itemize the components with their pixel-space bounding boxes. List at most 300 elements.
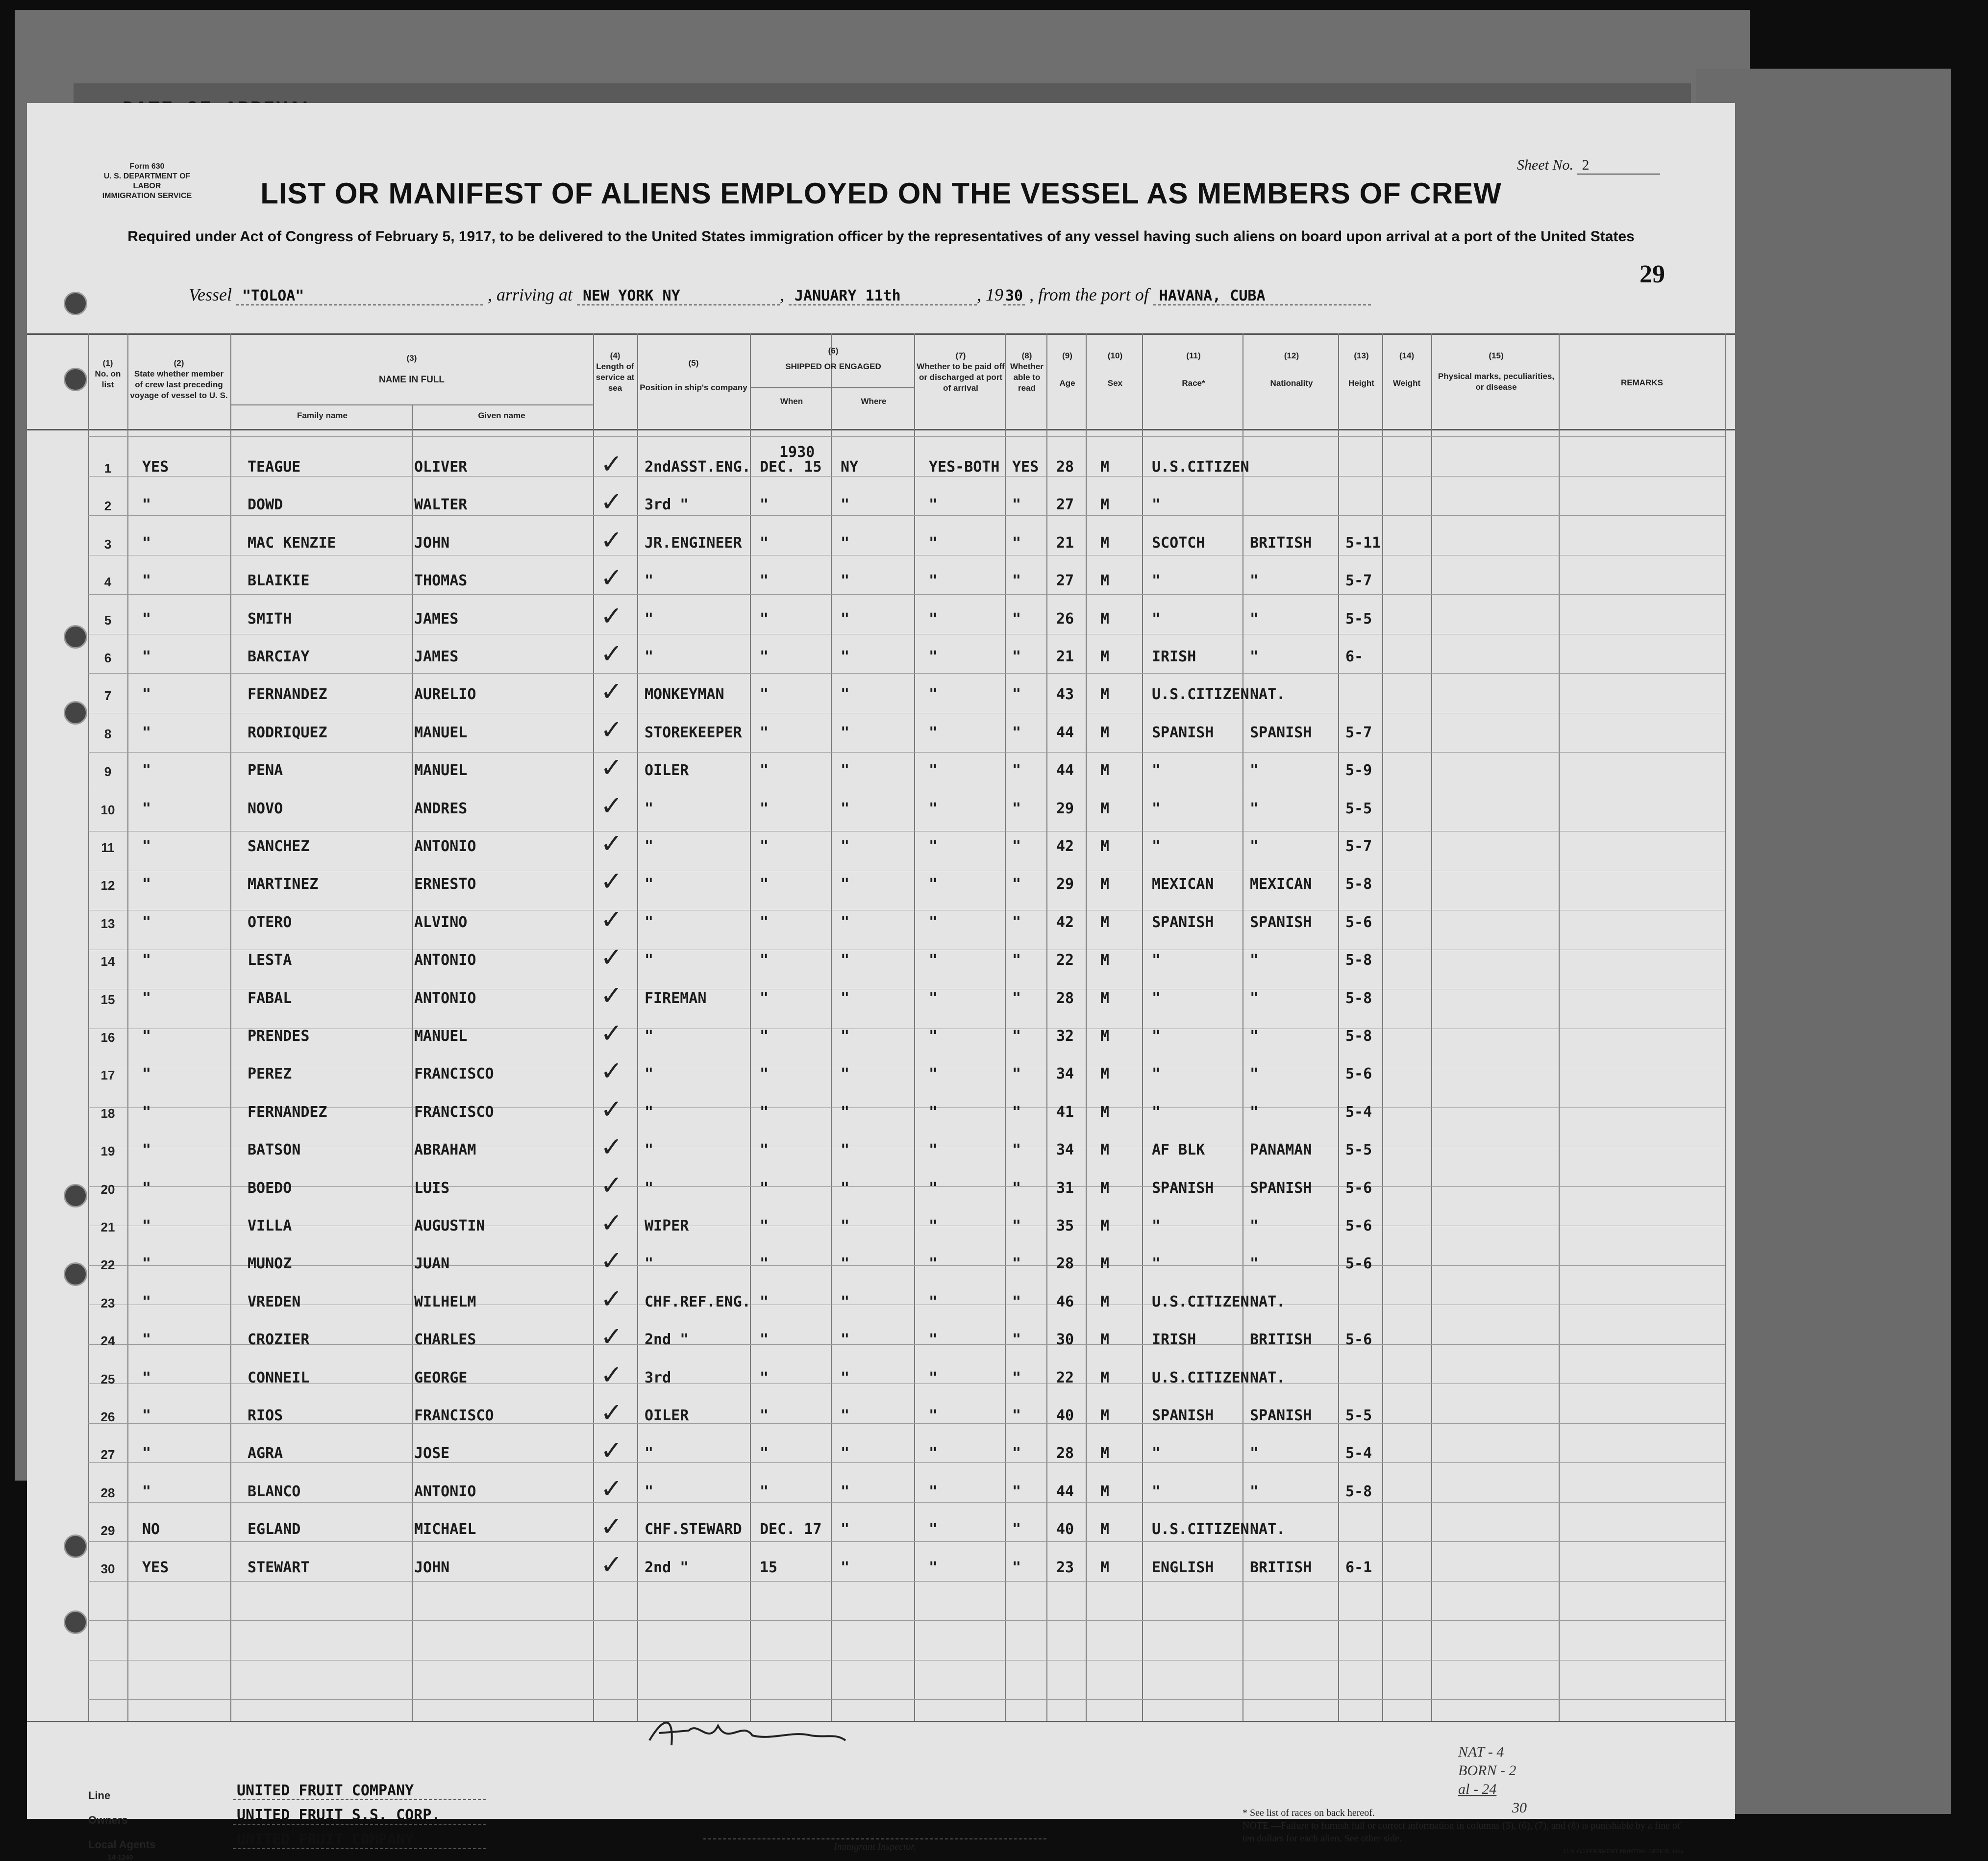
col9-label: Age [1059,378,1075,388]
shipped-where-cell: " [841,989,850,1007]
grid-line [88,1107,1725,1108]
position-cell: " [645,876,654,893]
col7-label: Whether to be paid off or discharged at port of arrival [917,362,1005,393]
grid-line [88,1581,1725,1582]
sex-cell: M [1100,724,1110,741]
given-name-cell: MICHAEL [414,1521,476,1538]
col15-number: (15) [1489,351,1504,360]
sex-cell: M [1100,1255,1110,1273]
col4-label: Length of service at sea [596,362,635,393]
service-check-mark: ✓ [600,676,623,707]
given-name-cell: ANTONIO [414,952,476,969]
able-to-read-cell: " [1012,1065,1021,1083]
col5-label: Position in ship's company [640,383,747,392]
shipped-when-cell: 15 [760,1559,778,1576]
age-cell: 21 [1056,534,1074,552]
shipped-when-cell: " [760,1028,769,1045]
col7-number: (7) [955,351,966,360]
owners-label: Owners [88,1814,128,1826]
age-cell: 35 [1056,1217,1074,1234]
grid-line [27,1721,1735,1722]
row-number: 26 [100,1409,115,1424]
nationality-cell: SPANISH [1250,913,1312,931]
age-cell: 40 [1056,1521,1074,1538]
age-cell: 29 [1056,800,1074,817]
agents-label: Local Agents [88,1838,156,1851]
previous-voyage-cell: " [142,686,151,704]
col11-number: (11) [1186,351,1201,360]
sex-cell: M [1100,1103,1110,1121]
position-cell: " [645,800,654,817]
nationality-cell: NAT. [1250,1293,1286,1310]
remarks-header: REMARKS [1621,378,1663,387]
paid-off-cell: " [929,724,938,741]
row-number: 12 [100,878,115,893]
shipped-where-cell: " [841,800,850,817]
page-title: LIST OR MANIFEST OF ALIENS EMPLOYED ON THE VESSEL AS MEMBERS OF CREW [260,177,1502,210]
able-to-read-cell: " [1012,1445,1021,1462]
able-to-read-cell: " [1012,838,1021,855]
position-cell: 2nd " [645,1559,689,1576]
sex-cell: M [1100,1407,1110,1424]
shipped-when-cell: " [760,1445,769,1462]
previous-voyage-cell: " [142,1483,151,1500]
height-cell: 5-8 [1345,952,1372,969]
race-cell: U.S.CITIZEN [1152,458,1249,476]
service-check-mark: ✓ [600,1359,623,1390]
given-name-cell: ABRAHAM [414,1141,476,1159]
col13-label: Height [1348,378,1374,388]
position-cell: MONKEYMAN [645,686,724,704]
punch-hole [64,1184,87,1207]
race-cell: ENGLISH [1152,1559,1214,1576]
previous-voyage-cell: " [142,496,151,514]
row-number: 22 [100,1257,115,1273]
paid-off-cell: " [929,1483,938,1500]
previous-voyage-cell: " [142,648,151,665]
previous-voyage-cell: " [142,838,151,855]
grid-line [27,429,1735,430]
shipped-when-cell: " [760,1369,769,1386]
from-label: , from the port of [1029,285,1149,304]
grid-line [1431,333,1432,1721]
shipped-when-cell: " [760,534,769,552]
paid-off-cell: " [929,648,938,665]
able-to-read-cell: " [1012,534,1021,552]
shipped-when-cell: " [760,952,769,969]
height-cell: 5-8 [1345,1028,1372,1045]
given-name-cell: ANTONIO [414,1483,476,1500]
sex-cell: M [1100,534,1110,552]
race-cell: " [1152,1103,1161,1121]
service-check-mark: ✓ [600,1018,623,1049]
shipped-when-cell: " [760,686,769,704]
col8-label: Whether able to read [1010,362,1044,393]
arrival-date: JANUARY 11th [789,287,977,305]
position-cell: " [645,572,654,590]
grid-line [637,333,638,1721]
shipped-where-cell: " [841,1141,850,1159]
height-cell: 5-8 [1345,876,1372,893]
line-label: Line [88,1789,111,1802]
previous-voyage-cell: " [142,1217,151,1234]
nationality-cell: NAT. [1250,1521,1286,1538]
age-cell: 28 [1056,458,1074,476]
nationality-cell: PANAMAN [1250,1141,1312,1159]
service-check-mark: ✓ [600,942,623,973]
family-name-cell: SANCHEZ [248,838,310,855]
grid-line [1046,333,1047,1721]
grid-line [1559,333,1560,1721]
col12-header [1245,351,1338,389]
previous-voyage-cell: " [142,1179,151,1197]
paid-off-cell: " [929,762,938,780]
race-cell: " [1152,1028,1161,1045]
punch-hole [64,292,87,315]
age-cell: 42 [1056,838,1074,855]
position-cell: " [645,1065,654,1083]
note-races: * See list of races on back hereof. [1242,1808,1375,1818]
nationality-cell: " [1250,1103,1259,1121]
race-cell: U.S.CITIZEN [1152,1293,1249,1310]
row-number: 11 [101,840,115,855]
year-prefix: 19 [986,285,1003,304]
race-cell: " [1152,1445,1161,1462]
able-to-read-cell: " [1012,648,1021,665]
col13-header [1341,351,1382,389]
row-number: 7 [104,688,112,704]
row-number: 9 [104,764,112,780]
shipped-when-cell: " [760,1103,769,1121]
age-cell: 28 [1056,1255,1074,1273]
row-number: 10 [100,802,115,817]
service-check-mark: ✓ [600,1056,623,1087]
paid-off-cell: " [929,989,938,1007]
given-name-cell: MANUEL [414,762,468,780]
col7-header [917,351,1005,394]
inspector-label: Immigrant Inspector. [703,1838,1046,1853]
sex-cell: M [1100,913,1110,931]
service-check-mark: ✓ [600,904,623,935]
service-check-mark: ✓ [600,1207,623,1238]
shipped-where-cell: " [841,572,850,590]
row-number: 30 [100,1561,115,1576]
col1-label: No. on list [95,369,121,389]
shipped-when-cell: " [760,876,769,893]
shipped-where-cell: " [841,762,850,780]
shipped-where-cell: " [841,610,850,628]
grid-line [88,1699,1725,1700]
position-cell: " [645,1255,654,1273]
grid-line [88,1186,1725,1187]
able-to-read-cell: " [1012,762,1021,780]
family-name-cell: VREDEN [248,1293,301,1310]
age-cell: 22 [1056,952,1074,969]
nationality-cell: BRITISH [1250,534,1312,552]
col10-label: Sex [1107,378,1123,388]
arriving-label: , arriving at [487,285,572,304]
previous-voyage-cell: " [142,913,151,931]
given-name-cell: ANTONIO [414,838,476,855]
sex-cell: M [1100,1445,1110,1462]
previous-voyage-cell: " [142,876,151,893]
nationality-cell: " [1250,1445,1259,1462]
service-check-mark: ✓ [600,1549,623,1580]
position-cell: " [645,648,654,665]
able-to-read-cell: " [1012,952,1021,969]
position-cell: " [645,1179,654,1197]
family-name-cell: PENA [248,762,283,780]
nationality-cell: " [1250,1217,1259,1234]
service-check-mark: ✓ [600,638,623,669]
nationality-cell: " [1250,648,1259,665]
col10-number: (10) [1107,351,1123,360]
row-number: 13 [100,916,115,931]
inspector-signature [645,1706,850,1755]
tally-line: BORN - 2 [1458,1762,1516,1779]
sheet-number-value: 2 [1577,157,1660,175]
shipped-where-cell: " [841,876,850,893]
grid-line [88,1265,1725,1266]
shipped-where-cell: " [841,724,850,741]
departure-port: HAVANA, CUBA [1153,287,1371,305]
printer-imprint: U. S. GOVERNMENT PRINTING OFFICE: 1924 [1564,1848,1684,1855]
service-check-mark: ✓ [600,1321,623,1353]
position-cell: " [645,1483,654,1500]
able-to-read-cell: YES [1012,458,1039,476]
row-number: 24 [100,1333,115,1349]
height-cell: 5-7 [1345,572,1372,590]
grid-line [88,1620,1725,1621]
service-check-mark: ✓ [600,1397,623,1428]
given-name-cell: FRANCISCO [414,1103,494,1121]
service: IMMIGRATION SERVICE [102,192,192,200]
service-check-mark: ✓ [600,1093,623,1125]
able-to-read-cell: " [1012,1521,1021,1538]
nationality-cell: " [1250,1028,1259,1045]
shipped-when-cell: " [760,648,769,665]
previous-voyage-cell: " [142,762,151,780]
paid-off-cell: " [929,1293,938,1310]
service-check-mark: ✓ [600,752,623,783]
grid-line [88,515,1725,516]
grid-line [412,404,413,1721]
position-cell: JR.ENGINEER [645,534,742,552]
age-cell: 44 [1056,762,1074,780]
service-check-mark: ✓ [600,449,623,479]
nationality-cell: NAT. [1250,1369,1286,1386]
shipped-when-cell: " [760,724,769,741]
sex-cell: M [1100,496,1110,514]
family-name-cell: DOWD [248,496,283,514]
sex-cell: M [1100,876,1110,893]
shipped-where-cell: " [841,1028,850,1045]
given-name-cell: WALTER [414,496,468,514]
family-name-cell: RODRIQUEZ [248,724,327,741]
row-number: 19 [100,1144,115,1159]
given-name-cell: THOMAS [414,572,468,590]
paid-off-cell: " [929,800,938,817]
height-cell: 5-5 [1345,800,1372,817]
sex-cell: M [1100,1521,1110,1538]
able-to-read-cell: " [1012,1103,1021,1121]
race-cell: " [1152,989,1161,1007]
family-name-cell: EGLAND [248,1521,301,1538]
family-name-cell: STEWART [248,1559,310,1576]
sex-cell: M [1100,686,1110,704]
service-check-mark: ✓ [600,1473,623,1504]
service-check-mark: ✓ [600,790,623,821]
row-number: 16 [100,1030,115,1045]
previous-voyage-cell: " [142,534,151,552]
position-cell: 3rd " [645,496,689,514]
age-cell: 32 [1056,1028,1074,1045]
col3-header [233,353,591,385]
given-name-cell: WILHELM [414,1293,476,1310]
row-number: 20 [100,1182,115,1197]
height-cell: 5-8 [1345,1483,1372,1500]
paid-off-cell: " [929,572,938,590]
col6-number: (6) [828,346,839,355]
shipped-where-cell: " [841,1369,850,1386]
form-number: Form 630 [129,162,165,171]
when-header: When [780,397,803,406]
position-cell: 2nd " [645,1331,689,1349]
shipped-when-cell: " [760,1255,769,1273]
nationality-cell: " [1250,1255,1259,1273]
family-name-cell: BLANCO [248,1483,301,1500]
height-cell: 5-5 [1345,1407,1372,1424]
given-name-cell: MANUEL [414,724,468,741]
service-check-mark: ✓ [600,866,623,897]
family-name-cell: TEAGUE [248,458,301,476]
row-number: 3 [104,536,112,552]
service-check-mark: ✓ [600,486,623,518]
age-cell: 21 [1056,648,1074,665]
sex-cell: M [1100,1369,1110,1386]
shipped-when-cell: " [760,838,769,855]
previous-voyage-cell: " [142,1255,151,1273]
position-cell: OILER [645,762,689,780]
height-cell: 5-6 [1345,913,1372,931]
family-name-cell: AGRA [248,1445,283,1462]
previous-voyage-cell: " [142,572,151,590]
sex-cell: M [1100,1293,1110,1310]
height-cell: 5-8 [1345,989,1372,1007]
grid-line [1086,333,1087,1721]
col15-header [1434,351,1559,393]
row-number: 21 [100,1220,115,1234]
department: U. S. DEPARTMENT OF LABOR [103,172,191,190]
nationality-cell: " [1250,800,1259,817]
able-to-read-cell: " [1012,1217,1021,1234]
position-cell: OILER [645,1407,689,1424]
position-cell: WIPER [645,1217,689,1234]
shipped-where-cell: " [841,838,850,855]
col4-number: (4) [610,351,621,360]
nationality-cell: NAT. [1250,686,1286,704]
col5-header [640,358,747,393]
previous-voyage-cell: " [142,1028,151,1045]
able-to-read-cell: " [1012,1028,1021,1045]
sex-cell: M [1100,1028,1110,1045]
page-number: 29 [1640,260,1665,288]
col8-number: (8) [1021,351,1032,360]
previous-voyage-cell: " [142,1293,151,1310]
row-number: 23 [100,1295,115,1310]
given-name-cell: CHARLES [414,1331,476,1349]
paid-off-cell: " [929,1445,938,1462]
grid-line [914,333,915,1721]
sex-cell: M [1100,1331,1110,1349]
sex-cell: M [1100,458,1110,476]
grid-line [1382,333,1383,1721]
tally-total: 30 [1512,1800,1527,1816]
punch-hole [64,1262,87,1286]
shipped-where-cell: " [841,1407,850,1424]
col15-label: Physical marks, peculiarities, or disease [1438,372,1555,392]
nationality-cell: " [1250,610,1259,628]
footer-notes [1242,1807,1684,1858]
family-name-cell: CONNEIL [248,1369,310,1386]
position-cell: 3rd [645,1369,671,1386]
able-to-read-cell: " [1012,572,1021,590]
shipped-when-cell: " [760,1293,769,1310]
col2-label: State whether member of crew last preceding voyage of vessel to U. S. [130,369,228,400]
race-cell: " [1152,1483,1161,1500]
height-cell: 5-6 [1345,1331,1372,1349]
nationality-cell: " [1250,989,1259,1007]
age-cell: 27 [1056,572,1074,590]
row-number: 17 [100,1068,115,1083]
sex-cell: M [1100,762,1110,780]
race-cell: " [1152,1255,1161,1273]
paid-off-cell: " [929,1065,938,1083]
shipped-when-cell: " [760,800,769,817]
sex-cell: M [1100,838,1110,855]
height-cell: 5-9 [1345,762,1372,780]
shipped-where-cell: " [841,496,850,514]
able-to-read-cell: " [1012,1293,1021,1310]
service-check-mark: ✓ [600,1245,623,1277]
col1-header [91,358,125,390]
shipped-where-cell: " [841,1559,850,1576]
height-cell: 6-1 [1345,1559,1372,1576]
service-check-mark: ✓ [600,1169,623,1201]
previous-voyage-cell: " [142,989,151,1007]
shipped-when-cell: DEC. 15 [760,458,822,476]
shipped-where-cell: " [841,534,850,552]
sheet-number [1517,157,1660,175]
able-to-read-cell: " [1012,876,1021,893]
sex-cell: M [1100,1483,1110,1500]
line-value: UNITED FRUIT COMPANY [233,1782,486,1800]
shipped-where-cell: " [841,1065,850,1083]
paid-off-cell: " [929,838,938,855]
given-name-cell: JAMES [414,648,459,665]
height-cell: 5-7 [1345,838,1372,855]
height-cell: 5-6 [1345,1065,1372,1083]
shipped-when-cell: " [760,762,769,780]
height-cell: 5-4 [1345,1445,1372,1462]
agents-value: UNITED FRUIT COMPANY [233,1831,486,1849]
race-cell: U.S.CITIZEN [1152,1369,1249,1386]
previous-voyage-cell: " [142,1331,151,1349]
shipped-when-cell: " [760,1141,769,1159]
age-cell: 29 [1056,876,1074,893]
able-to-read-cell: " [1012,1483,1021,1500]
col4-header [596,351,635,394]
